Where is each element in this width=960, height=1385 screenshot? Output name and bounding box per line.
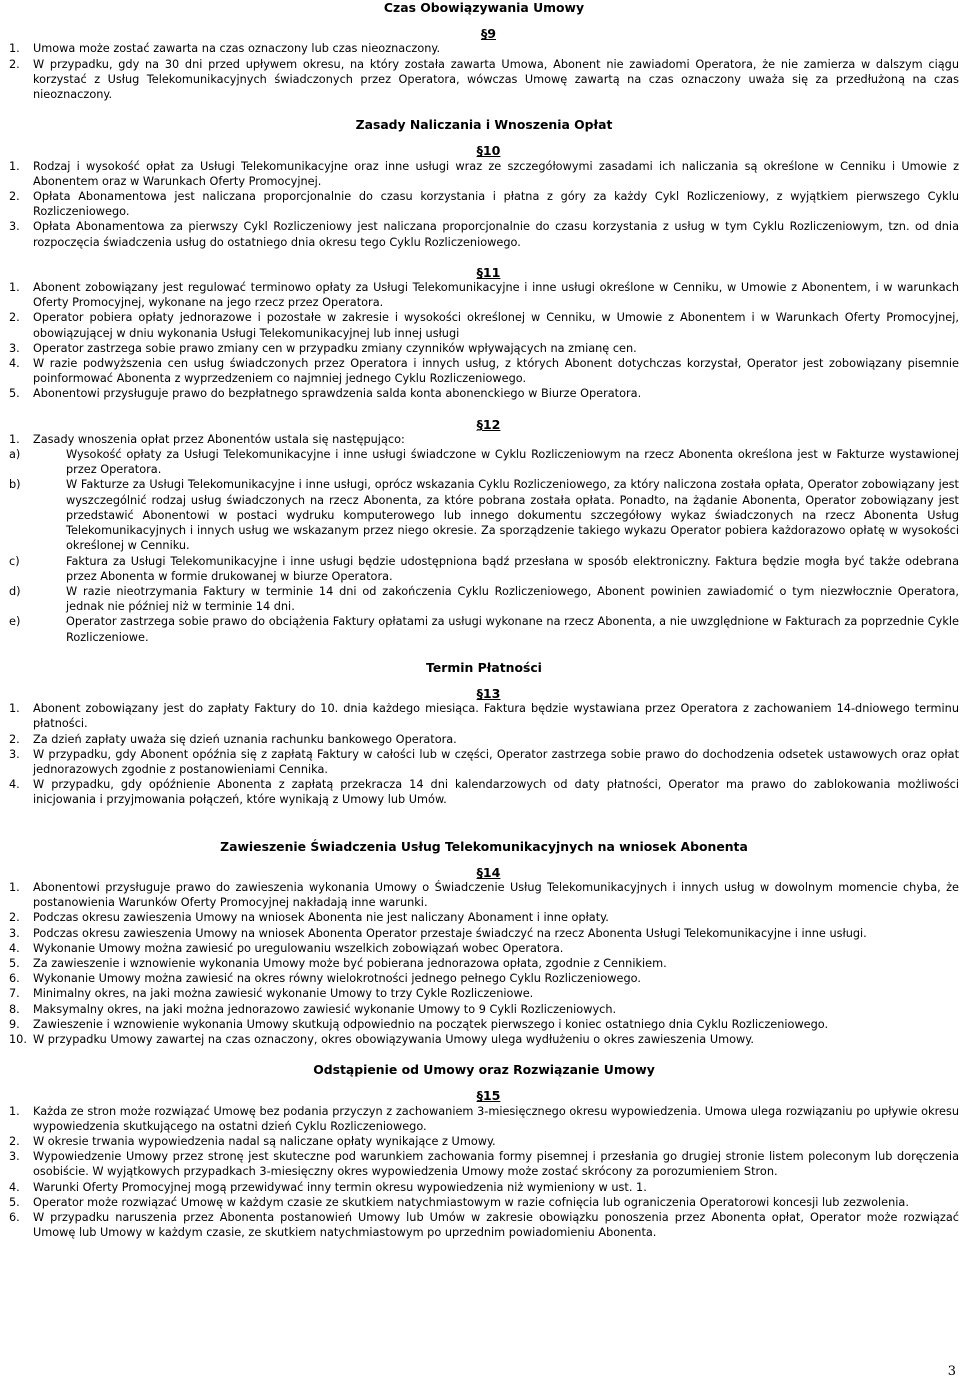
list-item: [9, 310, 959, 340]
list-item: [9, 356, 959, 386]
item-number: 6.: [9, 1211, 20, 1225]
item-text: Abonentowi przysługuje prawo do bezpłatnego sprawdzenia salda konta abonenckiego w Biurze Operatora.: [33, 387, 642, 401]
list-item: [9, 1149, 959, 1179]
item-text: Każda ze stron może rozwiązać Umowę bez podania przyczyn z zachowaniem 3-miesięcznego okresu wypowiedzenia. Umowa ulega rozwiązaniu po upływie okresu wypowiedzenia skutkującego na ostatni dzień Cyklu Rozliczeniowego.: [33, 1104, 959, 1133]
list-item: [9, 386, 959, 401]
list-item: [9, 777, 959, 807]
list-item: [9, 747, 959, 777]
list-item: [9, 189, 959, 219]
item-number: 2.: [9, 911, 20, 925]
item-text: Abonent zobowiązany jest do zapłaty Faktury do 10. dnia każdego miesiąca. Faktura będzie wystawiana przez Operatora z zachowaniem 14-dniowego terminu płatności.: [33, 702, 959, 731]
item-text: Podczas okresu zawieszenia Umowy na wniosek Abonenta nie jest naliczany Abonament i inne opłaty.: [33, 911, 609, 925]
item-number: 1.: [9, 159, 20, 173]
paragraph-number: §15: [476, 1088, 501, 1104]
item-text: Warunki Oferty Promocyjnej mogą przewidywać inny termin okresu wypowiedzenia niż wymieniony w ust. 1.: [33, 1180, 647, 1194]
page-number: 3: [947, 1364, 956, 1379]
list-item: [9, 1104, 959, 1134]
item-number: 4.: [9, 357, 20, 371]
section-heading: Zawieszenie Świadczenia Usług Telekomunikacyjnych na wniosek Abonenta: [220, 838, 748, 854]
paragraph-number: §10: [476, 143, 501, 159]
list-item: [9, 280, 959, 310]
list-item: [9, 341, 959, 356]
item-number: 4.: [9, 941, 20, 955]
item-number: 1.: [9, 42, 20, 56]
item-text: Opłata Abonamentowa jest naliczana proporcjonalnie do czasu korzystania i płatna z góry za każdy Cykl Rozliczeniowy, z wyjątkiem pierwszego Cyklu Rozliczeniowego.: [33, 190, 959, 219]
item-number: 1.: [9, 880, 20, 894]
item-number: 2.: [9, 190, 20, 204]
item-text: Operator pobiera opłaty jednorazowe i pozostałe w zakresie i wysokości określonej w Cenniku, w Umowie z Abonentem i w Warunkach Oferty Promocyjnej, obowiązującej w dniu wykonania Usługi Telekomunikacyjnej lub innej usługi: [33, 311, 959, 340]
sub-list-item: [9, 614, 959, 644]
section-heading: Zasady Naliczania i Wnoszenia Opłat: [355, 117, 613, 133]
item-text: Zawieszenie i wznowienie wykonania Umowy skutkują odpowiednio na początek pierwszego i koniec ostatniego dnia Cyklu Rozliczeniowego.: [33, 1017, 829, 1031]
item-number: 5.: [9, 387, 20, 401]
item-number: 4.: [9, 778, 20, 792]
item-text: Zasady wnoszenia opłat przez Abonentów ustala się następująco:: [33, 432, 405, 446]
section-heading: Czas Obowiązywania Umowy: [383, 0, 585, 15]
sub-list-item: [9, 447, 959, 477]
item-text: Operator zastrzega sobie prawo do obciążenia Faktury opłatami za usługi wykonane na rzecz Abonenta, a nie uwzględnione w Fakturach za poprzednie Cykle Rozliczeniowe.: [66, 615, 959, 644]
item-number: 1.: [9, 1104, 20, 1118]
list-item: [9, 219, 959, 249]
document-page: [9, 0, 959, 1240]
paragraph-number: §11: [476, 264, 501, 280]
item-number: 5.: [9, 956, 20, 970]
list-item: [9, 41, 959, 56]
item-number: 6.: [9, 972, 20, 986]
item-text: W razie podwyższenia cen usług świadczonych przez Operatora i innych usług, z których Abonent dotychczas korzystał, Operator jest zobowiązany pisemnie poinformować Abonenta z wyprzedzeniem co najmniej jednego Cyklu Rozliczeniowego.: [33, 357, 959, 386]
item-number: 7.: [9, 987, 20, 1001]
sub-list-item: [9, 584, 959, 614]
list-item: [9, 1134, 959, 1149]
item-text: W przypadku, gdy Abonent opóźnia się z zapłatą Faktury w całości lub w części, Operator zastrzega sobie prawo do dochodzenia odsetek ustawowych oraz opłat jednorazowych zgodnie z postanowieniami Cennika.: [33, 747, 959, 776]
item-text: W przypadku, gdy na 30 dni przed upływem okresu, na który została zawarta Umowa, Abonent nie zawiadomi Operatora, że nie zamierza w dalszym ciągu korzystać z Usług Telekomunikacyjnych świadczonych przez Operatora, wówczas Umowę zawartą na czas oznaczony uważa się za przedłużoną na czas nieoznaczony.: [33, 57, 959, 102]
list-item: [9, 986, 959, 1001]
list-item: [9, 57, 959, 103]
list-item: [9, 1210, 959, 1240]
paragraph-number: §14: [476, 864, 501, 880]
item-number: 2.: [9, 732, 20, 746]
list-item: [9, 910, 959, 925]
section-heading: Odstąpienie od Umowy oraz Rozwiązanie Umowy: [313, 1062, 655, 1078]
item-number: 3.: [9, 747, 20, 761]
item-text: Za dzień zapłaty uważa się dzień uznania rachunku bankowego Operatora.: [33, 732, 457, 746]
list-item: [9, 159, 959, 189]
item-text: Maksymalny okres, na jaki można jednorazowo zawiesić wykonanie Umowy to 9 Cykli Rozliczeniowych.: [33, 1002, 617, 1016]
item-number: e): [9, 615, 21, 629]
item-text: Podczas okresu zawieszenia Umowy na wniosek Abonenta Operator przestaje świadczyć na rzecz Abonenta Usługi Telekomunikacyjne i inne usługi.: [33, 926, 867, 940]
sub-list-item: [9, 477, 959, 553]
item-number: 1.: [9, 432, 20, 446]
item-number: 3.: [9, 1150, 20, 1164]
item-text: Minimalny okres, na jaki można zawiesić wykonanie Umowy to trzy Cykle Rozliczeniowe.: [33, 987, 534, 1001]
list-item: [9, 956, 959, 971]
list-item: [9, 1195, 959, 1210]
item-number: 3.: [9, 220, 20, 234]
item-text: Umowa może zostać zawarta na czas oznaczony lub czas nieoznaczony.: [33, 42, 441, 56]
item-number: 10.: [9, 1032, 27, 1046]
list-item: [9, 941, 959, 956]
list-item: [9, 432, 959, 447]
sub-list-item: [9, 554, 959, 584]
item-text: Wysokość opłaty za Usługi Telekomunikacyjne i inne usługi świadczone w Cyklu Rozliczeniowym na rzecz Abonenta określona jest w Fakturze wystawionej przez Operatora.: [66, 448, 959, 477]
item-number: 9.: [9, 1017, 20, 1031]
item-number: c): [9, 554, 20, 568]
item-text: Wypowiedzenie Umowy przez stronę jest skuteczne pod warunkiem zachowania formy pisemnej i przesłania go drugiej stronie listem poleconym lub doręczenia osobiście. W wyjątkowych przypadkach 3-miesięczny okres wypowiedzenia Umowy może zostać skrócony za porozumieniem Stron.: [33, 1150, 959, 1179]
item-number: a): [9, 448, 21, 462]
item-text: Abonent zobowiązany jest regulować terminowo opłaty za Usługi Telekomunikacyjne i inne usługi określone w Cenniku, w Umowie z Abonentem, i w warunkach Oferty Promocyjnej, wykonane na jego rzecz przez Operatora.: [33, 281, 959, 310]
item-number: 5.: [9, 1195, 20, 1209]
item-number: d): [9, 584, 21, 598]
section-heading: Termin Płatności: [426, 659, 542, 675]
item-text: W przypadku Umowy zawartej na czas oznaczony, okres obowiązywania Umowy ulega wydłużeniu o okres zawieszenia Umowy.: [33, 1032, 754, 1046]
item-text: W przypadku naruszenia przez Abonenta postanowień Umowy lub Umów w zakresie obowiązku ponoszenia przez Abonenta opłat, Operator może rozwiązać Umowę lub Umowy w każdym czasie, ze skutkiem natychmiastowym po uprzednim powiadomieniu Abonenta.: [33, 1211, 959, 1240]
list-item: [9, 1002, 959, 1017]
item-number: 4.: [9, 1180, 20, 1194]
list-item: [9, 971, 959, 986]
paragraph-number: §9: [480, 26, 497, 42]
item-text: Faktura za Usługi Telekomunikacyjne i inne usługi będzie udostępniona bądź przesłana w sposób elektroniczny. Faktura będzie mogła być także odebrana przez Abonenta w formie drukowanej w biurze Operatora.: [66, 554, 959, 583]
item-text: Operator może rozwiązać Umowę w każdym czasie ze skutkiem natychmiastowym w razie cofnięcia lub ograniczenia Operatorowi koncesji lub zezwolenia.: [33, 1195, 909, 1209]
item-text: Abonentowi przysługuje prawo do zawieszenia wykonania Umowy o Świadczenie Usług Telekomunikacyjnych i innych usług w dowolnym momencie chyba, że postanowienia Warunków Oferty Promocyjnej nakładają inne warunki.: [33, 880, 959, 910]
item-text: Wykonanie Umowy można zawiesić po uregulowaniu wszelkich zobowiązań wobec Operatora.: [33, 941, 564, 955]
item-text: Wykonanie Umowy można zawiesić na okres równy wielokrotności jednego pełnego Cyklu Rozliczeniowego.: [33, 972, 641, 986]
item-number: 1.: [9, 281, 20, 295]
item-number: 1.: [9, 702, 20, 716]
list-item: [9, 1032, 959, 1047]
item-text: Operator zastrzega sobie prawo zmiany cen w przypadku zmiany czynników wpływających na zmianę cen.: [33, 341, 637, 355]
item-text: W Fakturze za Usługi Telekomunikacyjne i inne usługi, oprócz wskazania Cyklu Rozliczeniowego, za który naliczona została opłata, Operator zobowiązany jest wyszczególnić rodzaj usług świadczonych na rzecz Abonenta, za które pobrana została opłata. Ponadto, na żądanie Abonenta, Operator zobowiązany jest przedstawić Abonentowi w postaci wydruku komputerowego lub innego dokumentu szczegółowy wykaz świadczonych na rzecz Abonenta Usług Telekomunikacyjnych i innych usług we wskazanym przez niego okresie. Za sporządzenie takiego wykazu Operator pobiera każdorazowo opłatę w wysokości określonej w Cenniku.: [66, 478, 959, 553]
paragraph-number: §12: [476, 416, 501, 432]
list-item: [9, 732, 959, 747]
item-number: 2.: [9, 311, 20, 325]
item-number: 3.: [9, 926, 20, 940]
item-number: 2.: [9, 1135, 20, 1148]
item-text: W razie nieotrzymania Faktury w terminie 14 dni od zakończenia Cyklu Rozliczeniowego, Abonent powinien zawiadomić o tym niezwłocznie Operatora, jednak nie później niż w terminie 14 dni.: [66, 584, 959, 614]
item-number: 8.: [9, 1002, 20, 1016]
list-item: [9, 926, 959, 941]
list-item: [9, 701, 959, 731]
item-number: 2.: [9, 57, 20, 71]
item-number: b): [9, 478, 21, 492]
item-number: 3.: [9, 341, 20, 355]
paragraph-number: §13: [476, 685, 501, 701]
item-text: W przypadku, gdy opóźnienie Abonenta z zapłatą przekracza 14 dni kalendarzowych od daty płatności, Operator ma prawo do zablokowania możliwości inicjowania i przyjmowania połączeń, które wynikają z Umowy lub Umów.: [33, 778, 959, 807]
list-item: [9, 1180, 959, 1195]
item-text: Rodzaj i wysokość opłat za Usługi Telekomunikacyjne oraz inne usługi wraz ze szczegółowymi zasadami ich naliczania są określone w Cenniku i Umowie z Abonentem oraz w Warunkach Oferty Promocyjnej.: [33, 159, 959, 188]
list-item: [9, 1017, 959, 1032]
item-text: W okresie trwania wypowiedzenia nadal są naliczane opłaty wynikające z Umowy.: [33, 1135, 496, 1148]
item-text: Za zawieszenie i wznowienie wykonania Umowy może być pobierana jednorazowa opłata, zgodnie z Cennikiem.: [33, 956, 667, 970]
item-text: Opłata Abonamentowa za pierwszy Cykl Rozliczeniowy jest naliczana proporcjonalnie do czasu korzystania z usług w tym Cyklu Rozliczeniowym, tzn. od dnia rozpoczęcia świadczenia usług do ostatniego dnia okresu tego Cyklu Rozliczeniowego.: [33, 220, 959, 249]
list-item: [9, 880, 959, 910]
